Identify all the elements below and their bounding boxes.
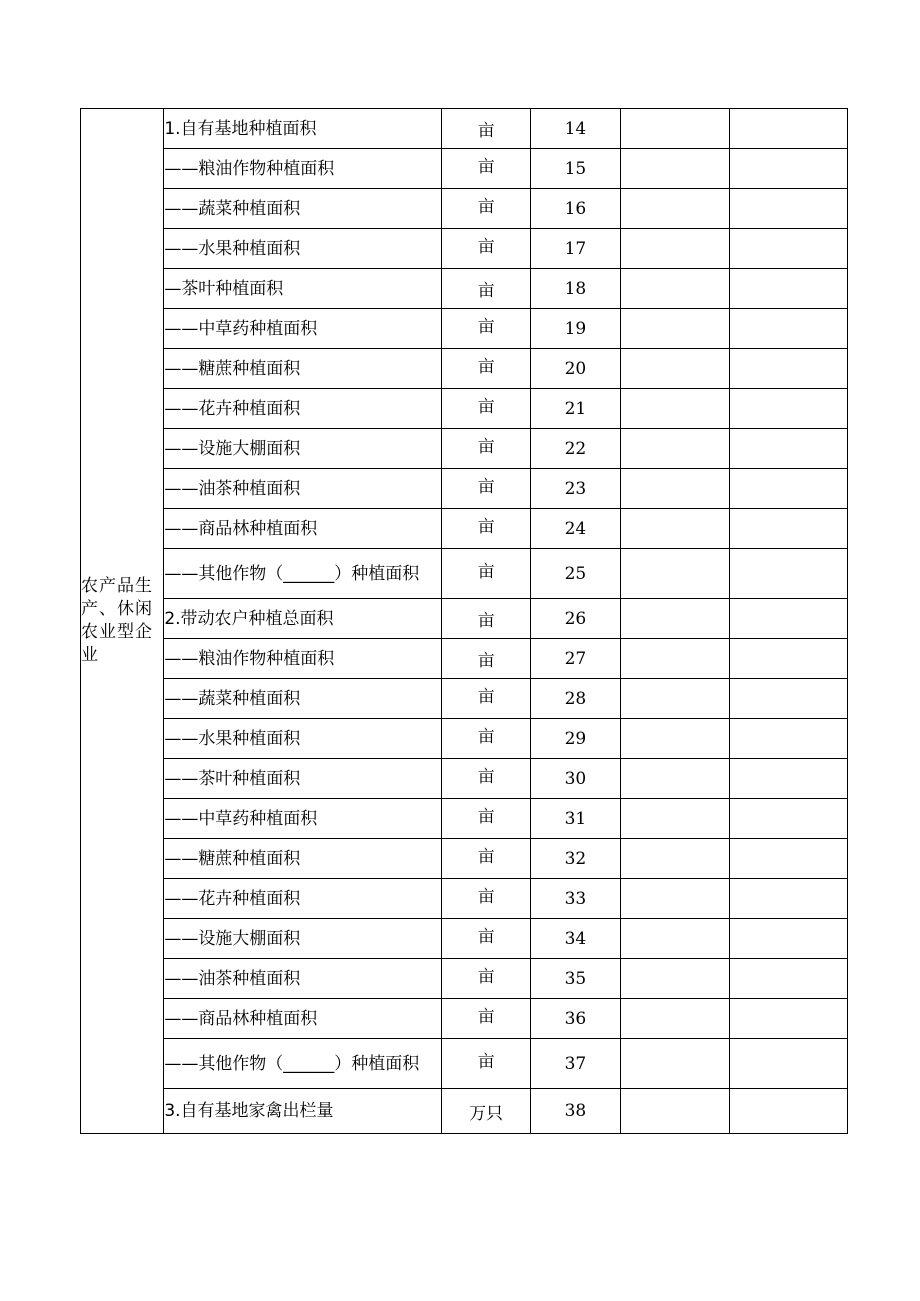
unit-cell <box>442 309 530 349</box>
table-row <box>81 109 848 149</box>
code-cell: 23 <box>530 469 620 509</box>
value-cell-2[interactable] <box>729 959 848 999</box>
code-cell: 16 <box>530 189 620 229</box>
item-label: —茶叶种植面积 <box>164 269 442 309</box>
table-row <box>81 799 848 839</box>
value-cell-1[interactable] <box>621 549 729 599</box>
unit-text: 亩 <box>477 157 495 177</box>
item-label: ——中草药种植面积 <box>164 309 442 349</box>
unit-text: 亩 <box>477 687 495 707</box>
table-row <box>81 349 848 389</box>
item-label: ——粮油作物种植面积 <box>164 639 442 679</box>
table-row <box>81 309 848 349</box>
unit-text: 亩 <box>477 767 495 787</box>
value-cell-1[interactable] <box>621 879 729 919</box>
unit-text: 亩 <box>477 517 495 537</box>
unit-cell: 亩 <box>442 269 530 309</box>
code-cell: 14 <box>530 109 620 149</box>
item-label: ——其他作物（______）种植面积 <box>164 549 442 599</box>
item-label: ——花卉种植面积 <box>164 879 442 919</box>
value-cell-1[interactable] <box>621 999 729 1039</box>
value-cell-2[interactable] <box>729 1089 848 1134</box>
value-cell-2[interactable] <box>729 229 848 269</box>
value-cell-2[interactable] <box>729 549 848 599</box>
unit-cell <box>442 759 530 799</box>
item-label: ——商品林种植面积 <box>164 999 442 1039</box>
item-label: ——水果种植面积 <box>164 719 442 759</box>
unit-text: 亩 <box>477 197 495 217</box>
value-cell-2[interactable] <box>729 429 848 469</box>
unit-cell <box>442 389 530 429</box>
code-cell: 28 <box>530 679 620 719</box>
table-row <box>81 149 848 189</box>
table-row <box>81 549 848 599</box>
code-cell: 20 <box>530 349 620 389</box>
value-cell-2[interactable] <box>729 389 848 429</box>
value-cell-2[interactable] <box>729 109 848 149</box>
item-label: 2.带动农户种植总面积 <box>164 599 442 639</box>
unit-text: 亩 <box>477 357 495 377</box>
code-cell: 38 <box>530 1089 620 1134</box>
unit-text: 亩 <box>477 437 495 457</box>
unit-text: 亩 <box>477 1052 495 1072</box>
value-cell-2[interactable] <box>729 509 848 549</box>
item-label: 3.自有基地家禽出栏量 <box>164 1089 442 1134</box>
unit-cell <box>442 799 530 839</box>
unit-cell <box>442 919 530 959</box>
table-row <box>81 389 848 429</box>
table-row <box>81 679 848 719</box>
item-label: ——蔬菜种植面积 <box>164 679 442 719</box>
code-cell: 33 <box>530 879 620 919</box>
item-label: ——蔬菜种植面积 <box>164 189 442 229</box>
table-row <box>81 189 848 229</box>
unit-cell <box>442 679 530 719</box>
value-cell-2[interactable] <box>729 799 848 839</box>
table-row <box>81 759 848 799</box>
unit-cell: 亩 <box>442 639 530 679</box>
value-cell-1[interactable] <box>621 839 729 879</box>
value-cell-2[interactable] <box>729 999 848 1039</box>
unit-cell <box>442 1039 530 1089</box>
unit-cell <box>442 719 530 759</box>
item-label: ——粮油作物种植面积 <box>164 149 442 189</box>
table-row <box>81 839 848 879</box>
item-label: ——商品林种植面积 <box>164 509 442 549</box>
code-cell: 21 <box>530 389 620 429</box>
value-cell-1[interactable] <box>621 429 729 469</box>
unit-cell <box>442 469 530 509</box>
unit-cell: 万只 <box>442 1089 530 1134</box>
value-cell-2[interactable] <box>729 149 848 189</box>
unit-text: 亩 <box>477 397 495 417</box>
unit-cell <box>442 189 530 229</box>
unit-text: 亩 <box>477 847 495 867</box>
code-cell: 32 <box>530 839 620 879</box>
item-label: ——其他作物（______）种植面积 <box>164 1039 442 1089</box>
value-cell-2[interactable] <box>729 469 848 509</box>
value-cell-2[interactable] <box>729 919 848 959</box>
unit-cell <box>442 429 530 469</box>
value-cell-1[interactable] <box>621 309 729 349</box>
value-cell-1[interactable] <box>621 1089 729 1134</box>
code-cell: 36 <box>530 999 620 1039</box>
unit-text: 亩 <box>477 967 495 987</box>
value-cell-1[interactable] <box>621 189 729 229</box>
value-cell-1[interactable] <box>621 349 729 389</box>
code-cell: 26 <box>530 599 620 639</box>
table-row <box>81 599 848 639</box>
value-cell-1[interactable] <box>621 269 729 309</box>
unit-text: 亩 <box>477 477 495 497</box>
unit-text: 亩 <box>477 887 495 907</box>
table-row <box>81 879 848 919</box>
value-cell-1[interactable] <box>621 149 729 189</box>
unit-text: 亩 <box>477 727 495 747</box>
unit-text: 亩 <box>477 807 495 827</box>
unit-cell <box>442 229 530 269</box>
item-label: ——设施大棚面积 <box>164 429 442 469</box>
item-label: ——油茶种植面积 <box>164 959 442 999</box>
table-row <box>81 509 848 549</box>
unit-text: 亩 <box>477 317 495 337</box>
table-row <box>81 269 848 309</box>
value-cell-1[interactable] <box>621 469 729 509</box>
value-cell-2[interactable] <box>729 189 848 229</box>
item-label: ——糖蔗种植面积 <box>164 839 442 879</box>
item-label: ——花卉种植面积 <box>164 389 442 429</box>
value-cell-2[interactable] <box>729 309 848 349</box>
code-cell: 31 <box>530 799 620 839</box>
value-cell-1[interactable] <box>621 509 729 549</box>
unit-cell <box>442 549 530 599</box>
unit-cell <box>442 509 530 549</box>
table-row <box>81 1039 848 1089</box>
statistics-form-table <box>80 108 848 1134</box>
code-cell: 34 <box>530 919 620 959</box>
unit-text: 亩 <box>477 562 495 582</box>
value-cell-2[interactable] <box>729 879 848 919</box>
code-cell: 17 <box>530 229 620 269</box>
value-cell-1[interactable] <box>621 679 729 719</box>
item-label: 1.自有基地种植面积 <box>164 109 442 149</box>
value-cell-1[interactable] <box>621 799 729 839</box>
unit-text: 亩 <box>477 927 495 947</box>
item-label: ——水果种植面积 <box>164 229 442 269</box>
code-cell: 35 <box>530 959 620 999</box>
value-cell-1[interactable] <box>621 389 729 429</box>
value-cell-1[interactable] <box>621 229 729 269</box>
table-row <box>81 469 848 509</box>
value-cell-2[interactable] <box>729 639 848 679</box>
value-cell-1[interactable] <box>621 639 729 679</box>
unit-cell <box>442 959 530 999</box>
unit-cell <box>442 839 530 879</box>
value-cell-1[interactable] <box>621 109 729 149</box>
table-row <box>81 959 848 999</box>
value-cell-2[interactable] <box>729 269 848 309</box>
category-cell: 农产品生产、休闲农业型企业 <box>81 109 164 1134</box>
value-cell-2[interactable] <box>729 349 848 389</box>
code-cell: 19 <box>530 309 620 349</box>
code-cell: 25 <box>530 549 620 599</box>
value-cell-1[interactable] <box>621 919 729 959</box>
code-cell: 29 <box>530 719 620 759</box>
table-row <box>81 999 848 1039</box>
unit-text: 亩 <box>477 237 495 257</box>
code-cell: 30 <box>530 759 620 799</box>
table-row <box>81 639 848 679</box>
code-cell: 22 <box>530 429 620 469</box>
table-row <box>81 229 848 269</box>
unit-cell <box>442 999 530 1039</box>
value-cell-2[interactable] <box>729 839 848 879</box>
item-label: ——茶叶种植面积 <box>164 759 442 799</box>
table-row <box>81 429 848 469</box>
value-cell-1[interactable] <box>621 959 729 999</box>
code-cell: 37 <box>530 1039 620 1089</box>
item-label: ——中草药种植面积 <box>164 799 442 839</box>
unit-cell <box>442 349 530 389</box>
unit-cell: 亩 <box>442 109 530 149</box>
code-cell: 15 <box>530 149 620 189</box>
unit-cell <box>442 879 530 919</box>
value-cell-2[interactable] <box>729 719 848 759</box>
value-cell-1[interactable] <box>621 719 729 759</box>
unit-cell: 亩 <box>442 599 530 639</box>
item-label: ——设施大棚面积 <box>164 919 442 959</box>
value-cell-2[interactable] <box>729 759 848 799</box>
code-cell: 18 <box>530 269 620 309</box>
table-row <box>81 719 848 759</box>
code-cell: 24 <box>530 509 620 549</box>
value-cell-2[interactable] <box>729 599 848 639</box>
code-cell: 27 <box>530 639 620 679</box>
value-cell-2[interactable] <box>729 679 848 719</box>
value-cell-2[interactable] <box>729 1039 848 1089</box>
value-cell-1[interactable] <box>621 1039 729 1089</box>
unit-cell <box>442 149 530 189</box>
unit-text: 亩 <box>477 1007 495 1027</box>
item-label: ——油茶种植面积 <box>164 469 442 509</box>
item-label: ——糖蔗种植面积 <box>164 349 442 389</box>
table-row <box>81 919 848 959</box>
value-cell-1[interactable] <box>621 599 729 639</box>
value-cell-1[interactable] <box>621 759 729 799</box>
table-row <box>81 1089 848 1134</box>
